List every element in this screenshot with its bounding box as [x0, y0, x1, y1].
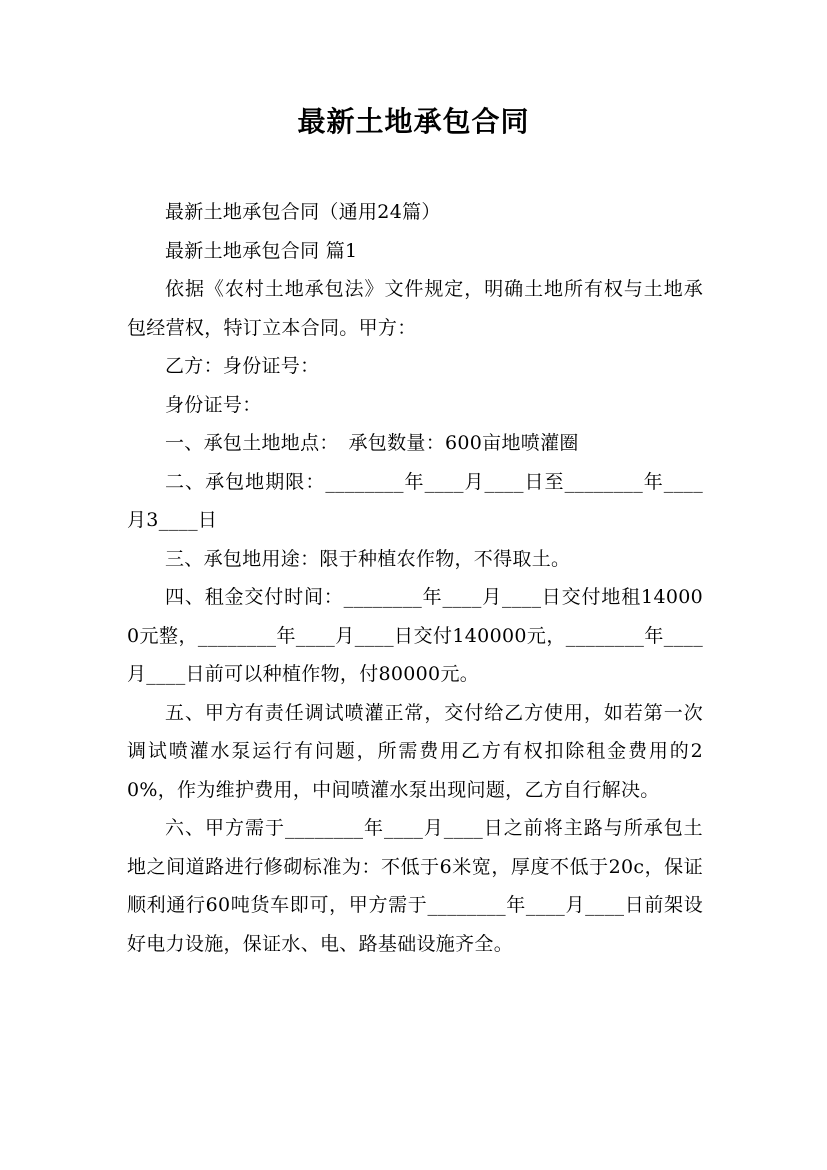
document-title: 最新土地承包合同: [297, 105, 530, 138]
paragraph-clause-6: 六、甲方需于________年____月____日之前将主路与所承包土地之间道路进行修砌标准为：不低于6米宽，厚度不低于20c，保证顺利通行60吨货车即可，甲方需于________年____月____日前架设好电力设施，保证水、电、路基础设施齐全。: [127, 817, 703, 955]
paragraph-subtitle: 最新土地承包合同（通用24篇）: [165, 201, 441, 223]
paragraph-clause-2: 二、承包地期限：________年____月____日至________年____月3____日: [127, 470, 703, 531]
paragraph-party-b: 乙方：身份证号：: [165, 355, 320, 377]
paragraph-clause-4: 四、租金交付时间：________年____月____日交付地租140000元整，________年____月____日交付140000元，________年____月____日前可以种植作物，付80000元。: [127, 586, 703, 685]
paragraph-clause-1: 一、承包土地地点： 承包数量：600亩地喷灌圈: [165, 432, 579, 454]
paragraph-id-number: 身份证号：: [165, 393, 262, 416]
paragraph-section-heading: 最新土地承包合同 篇1: [165, 239, 358, 262]
paragraph-clause-3: 三、承包地用途：限于种植农作物，不得取土。: [165, 547, 571, 570]
paragraph-clause-5: 五、甲方有责任调试喷灌正常，交付给乙方使用，如若第一次调试喷灌水泵运行有问题，所需费用乙方有权扣除租金费用的20%，作为维护费用，中间喷灌水泵出现问题，乙方自行解决。: [127, 701, 703, 801]
paragraph-preamble: 依据《农村土地承包法》文件规定，明确土地所有权与土地承包经营权，特订立本合同。甲方：: [127, 278, 703, 339]
document-body: [127, 193, 703, 963]
